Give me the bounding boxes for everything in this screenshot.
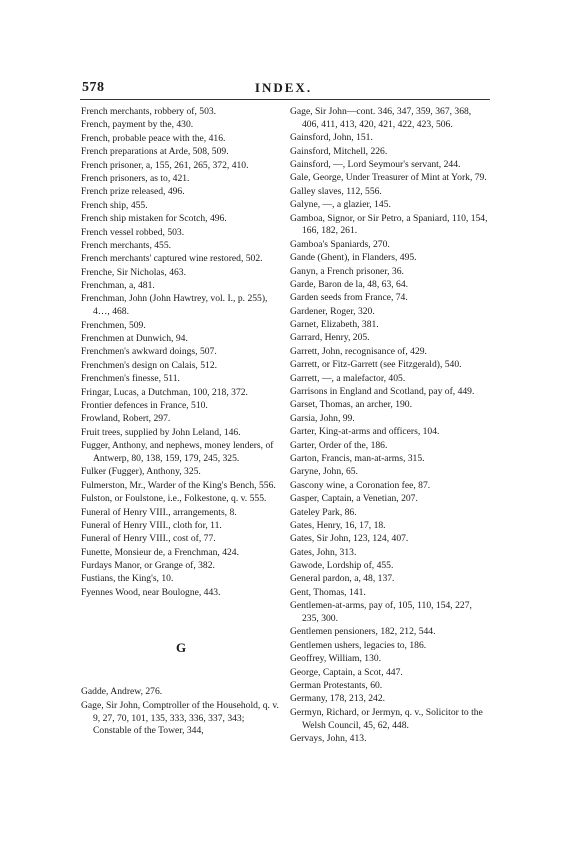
index-column-right [290, 106, 490, 746]
index-entry: Funeral of Henry VIII., cost of, 77. [81, 533, 216, 545]
index-entry: Garsia, John, 99. [290, 412, 355, 424]
index-entry: Geoffrey, William, 130. [290, 653, 382, 665]
index-entry: Garrisons in England and Scotland, pay of, 449. [290, 386, 475, 398]
index-entry: Frenchman, John (John Hawtrey, vol. I., p. 255), 4…, 468. [81, 293, 268, 318]
index-entry: Frenchmen, 509. [81, 319, 146, 331]
index-entry: French prize released, 496. [81, 186, 185, 198]
index-entry: Gadde, Andrew, 276. [81, 686, 163, 698]
index-entry: Fustians, the King's, 10. [81, 573, 174, 585]
index-entry: Garyne, John, 65. [290, 466, 358, 478]
index-entry: Frenchmen's awkward doings, 507. [81, 346, 217, 358]
index-entry: Germany, 178, 213, 242. [290, 693, 386, 705]
index-entry: Garden seeds from France, 74. [290, 292, 408, 304]
index-entry: Gates, Henry, 16, 17, 18. [290, 519, 386, 531]
index-entry: Fulston, or Foulstone, i.e., Folkestone, q. v. 555. [81, 493, 267, 505]
index-entry: Gentlemen ushers, legacies to, 186. [290, 639, 427, 651]
index-entry: French vessel robbed, 503. [81, 226, 185, 238]
index-entry: Garrett, John, recognisance of, 429. [290, 345, 427, 357]
index-entry: Germyn, Richard, or Jermyn, q. v., Solicitor to the Welsh Council, 45, 62, 448. [290, 706, 483, 731]
index-entry: Gande (Ghent), in Flanders, 495. [290, 252, 417, 264]
index-entry: Fulmerston, Mr., Warder of the King's Bench, 556. [81, 479, 276, 491]
index-entry: Garde, Baron de la, 48, 63, 64. [290, 278, 409, 290]
index-entry: French, probable peace with the, 416. [81, 132, 226, 144]
index-entry: Frenchmen at Dunwich, 94. [81, 333, 188, 345]
index-entry: Galley slaves, 112, 556. [290, 185, 382, 197]
index-entry: Frowland, Robert, 297. [81, 413, 171, 425]
index-entry: Gamboa's Spaniards, 270. [290, 238, 390, 250]
index-entry: Gainsford, Mitchell, 226. [290, 145, 388, 157]
index-entry: George, Captain, a Scot, 447. [290, 666, 403, 678]
index-entry: Gent, Thomas, 141. [290, 586, 366, 598]
index-entry: Garrett, —, a malefactor, 405. [290, 372, 406, 384]
index-entry: French ship, 455. [81, 199, 148, 211]
index-entry: Gage, Sir John, Comptroller of the Household, q. v. 9, 27, 70, 101, 135, 333, 336, 337, 343; Constable of the Tower, 344, [81, 699, 279, 737]
index-entry: Gervays, John, 413. [290, 732, 367, 744]
index-entry: French ship mistaken for Scotch, 496. [81, 213, 227, 225]
index-entry: Frenchman, a, 481. [81, 280, 155, 292]
index-entry: Gale, George, Under Treasurer of Mint at York, 79. [290, 172, 487, 184]
index-entry: Ganyn, a French prisoner, 36. [290, 265, 404, 277]
index-entry: Gates, John, 313. [290, 546, 357, 558]
index-entry: Gainsford, John, 151. [290, 132, 373, 144]
index-entry: Frenche, Sir Nicholas, 463. [81, 266, 186, 278]
index-column-left [81, 106, 281, 739]
index-entry: Garrett, or Fitz-Garrett (see Fitzgerald), 540. [290, 359, 462, 371]
index-entry: French merchants' captured wine restored, 502. [81, 253, 263, 265]
index-entry: French prisoner, a, 155, 261, 265, 372, 410. [81, 159, 249, 171]
index-entry: General pardon, a, 48, 137. [290, 573, 395, 585]
index-entry: Garton, Francis, man-at-arms, 315. [290, 452, 425, 464]
index-entry: Garter, Order of the, 186. [290, 439, 388, 451]
index-entry: Frenchmen's design on Calais, 512. [81, 359, 218, 371]
index-entry: Funeral of Henry VIII., arrangements, 8. [81, 506, 237, 518]
index-entry: Gardener, Roger, 320. [290, 305, 375, 317]
section-letter: G [175, 639, 187, 655]
index-entry: French merchants, robbery of, 503. [81, 106, 217, 117]
index-entry-list-g-cont [290, 106, 490, 746]
index-entry: Furdays Manor, or Grange of, 382. [81, 560, 215, 572]
index-entry: Gawode, Lordship of, 455. [290, 560, 394, 572]
index-entry: Fringar, Lucas, a Dutchman, 100, 218, 372. [81, 386, 248, 398]
index-entry: French merchants, 455. [81, 239, 172, 251]
index-entry: Gascony wine, a Coronation fee, 87. [290, 479, 431, 491]
index-entry: French preparations at Arde, 508, 509. [81, 146, 229, 158]
index-entry: Fruit trees, supplied by John Leland, 146. [81, 426, 241, 438]
index-entry: Galyne, —, a glazier, 145. [290, 199, 391, 211]
index-entry: Fugger, Anthony, and nephews, money lenders, of Antwerp, 80, 138, 159, 179, 245, 325. [81, 440, 274, 464]
index-entry: Gates, Sir John, 123, 124, 407. [290, 533, 409, 545]
page-title: INDEX. [254, 80, 313, 95]
index-entry: Gentlemen pensioners, 182, 212, 544. [290, 626, 436, 638]
index-entry: Gage, Sir John—cont. 346, 347, 359, 367, 368, 406, 411, 413, 420, 421, 422, 423, 506. [290, 106, 472, 130]
index-entry: Gasper, Captain, a Venetian, 207. [290, 493, 418, 505]
index-entry: French prisoners, as to, 421. [81, 172, 190, 184]
index-entry: French, payment by the, 430. [81, 119, 194, 131]
index-entry: Frenchmen's finesse, 511. [81, 373, 180, 385]
index-entry: Garrard, Henry, 205. [290, 332, 370, 344]
index-entry: Gamboa, Signor, or Sir Petro, a Spaniard, 110, 154, 166, 182, 261. [290, 212, 488, 237]
index-entry-list-g [81, 686, 281, 738]
header-rule [80, 99, 490, 100]
index-entry: German Protestants, 60. [290, 680, 383, 692]
index-entry: Gateley Park, 86. [290, 506, 357, 518]
index-entry: Funette, Monsieur de, a Frenchman, 424. [81, 546, 239, 558]
index-entry: Gentlemen-at-arms, pay of, 105, 110, 154, 227, 235, 300. [290, 600, 472, 625]
index-entry: Garnet, Elizabeth, 381. [290, 319, 379, 331]
index-entry: Gainsford, —, Lord Seymour's servant, 244. [290, 158, 461, 170]
index-entry: Fyennes Wood, near Boulogne, 443. [81, 586, 221, 598]
index-entry: Garset, Thomas, an archer, 190. [290, 399, 412, 411]
index-entry: Funeral of Henry VIII., cloth for, 11. [81, 519, 222, 531]
index-entry: Fulker (Fugger), Anthony, 325. [81, 466, 201, 478]
index-entry: Garter, King-at-arms and officers, 104. [290, 426, 440, 438]
index-entry-list-f [81, 106, 281, 600]
index-entry: Frontier defences in France, 510. [81, 400, 208, 411]
page-number: 578 [82, 80, 105, 95]
